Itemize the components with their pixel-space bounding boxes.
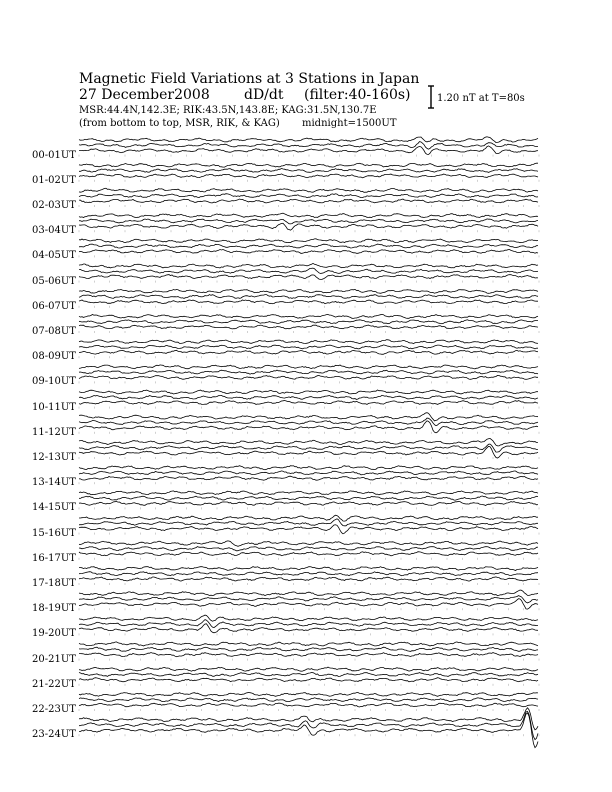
trace-rik (79, 496, 538, 500)
hour-row (79, 567, 539, 585)
trace-msr (79, 223, 538, 230)
hour-row (79, 365, 539, 384)
hour-label: 07-08UT (32, 326, 76, 338)
trace-kag (79, 137, 538, 143)
trace-kag (79, 438, 538, 446)
trace-kag (79, 491, 538, 495)
trace-kag (79, 667, 538, 671)
hour-row (79, 642, 539, 661)
trace-kag (79, 413, 538, 421)
trace-rik (79, 295, 538, 299)
trace-rik (79, 370, 538, 374)
trace-rik (79, 471, 538, 475)
hour-label: 23-24UT (32, 729, 76, 741)
trace-rik (79, 142, 538, 150)
trace-kag (79, 642, 538, 646)
hour-label: 04-05UT (32, 250, 76, 262)
trace-rik (79, 418, 538, 426)
trace-msr (79, 199, 538, 203)
hour-row (79, 491, 539, 510)
trace-rik (79, 519, 538, 526)
hour-row (79, 188, 539, 207)
chart-date: 27 December2008 (79, 87, 210, 103)
hour-row (79, 163, 539, 182)
hour-label: 14-15UT (32, 502, 76, 514)
trace-rik (79, 647, 538, 651)
hour-label: 22-23UT (32, 704, 76, 716)
hour-label: 08-09UT (32, 351, 76, 363)
trace-msr (79, 174, 538, 178)
hour-row (79, 340, 539, 359)
hour-row (79, 390, 539, 409)
trace-msr (79, 250, 538, 254)
hour-label: 05-06UT (32, 275, 76, 287)
trace-kag (79, 567, 538, 571)
trace-msr (79, 146, 538, 155)
hour-row (79, 615, 539, 635)
hour-label: 16-17UT (32, 552, 76, 564)
trace-rik (79, 620, 538, 628)
trace-msr (79, 501, 538, 505)
trace-rik (79, 219, 538, 224)
trace-msr (79, 350, 538, 354)
trace-kag (79, 263, 538, 268)
trace-msr (79, 703, 538, 707)
hour-label: 03-04UT (32, 225, 76, 237)
hour-label: 11-12UT (32, 426, 76, 438)
trace-kag (79, 289, 538, 293)
hour-row (79, 667, 539, 686)
trace-msr (79, 401, 538, 405)
trace-rik (79, 268, 538, 273)
trace-rik (79, 320, 538, 324)
hour-row (79, 693, 539, 712)
midnight-note: midnight=1500UT (302, 118, 397, 129)
trace-msr (79, 476, 538, 480)
hour-row (79, 466, 539, 485)
hour-label: 17-18UT (32, 578, 76, 590)
hour-row (79, 590, 539, 610)
hour-label: 00-01UT (32, 149, 76, 161)
hour-label: 01-02UT (32, 174, 76, 186)
trace-kag (79, 708, 538, 730)
hour-row (79, 137, 539, 157)
hour-row (79, 315, 539, 334)
hour-row (79, 541, 539, 560)
trace-msr (79, 678, 538, 682)
hour-row (79, 239, 539, 258)
station-coordinates: MSR:44.4N,142.3E; RIK:43.5N,143.8E; KAG:31.5N,130.7E (79, 105, 377, 116)
trace-msr (79, 275, 538, 280)
hour-label: 06-07UT (32, 300, 76, 312)
trace-rik (79, 395, 538, 399)
chart-title: Magnetic Field Variations at 3 Stations in Japan (79, 71, 420, 87)
hour-row (79, 289, 539, 307)
trace-rik (79, 712, 538, 740)
hour-label: 13-14UT (32, 477, 76, 489)
trace-msr (79, 525, 538, 534)
trace-msr (79, 653, 538, 657)
chart-filter: (filter:40-160s) (304, 87, 411, 103)
trace-rik (79, 194, 538, 198)
trace-rik (79, 244, 538, 248)
hour-row (79, 515, 539, 534)
trace-msr (79, 577, 538, 581)
trace-kag (79, 541, 538, 546)
trace-rik (79, 444, 538, 452)
trace-kag (79, 515, 538, 521)
trace-kag (79, 466, 538, 470)
trace-msr (79, 300, 538, 304)
trace-msr (79, 325, 538, 329)
trace-rik (79, 596, 538, 603)
hour-label: 18-19UT (32, 603, 76, 615)
trace-rik (79, 547, 538, 551)
trace-msr (79, 375, 538, 379)
trace-kag (79, 213, 538, 217)
trace-kag (79, 340, 538, 344)
hour-row (79, 708, 539, 748)
hour-row (79, 438, 539, 459)
trace-rik (79, 673, 538, 677)
trace-msr (79, 713, 538, 748)
trace-rik (79, 572, 538, 576)
hour-label: 12-13UT (32, 452, 76, 464)
hour-row (79, 263, 539, 282)
trace-kag (79, 693, 538, 697)
hour-label: 15-16UT (32, 527, 76, 539)
hour-label: 21-22UT (32, 678, 76, 690)
trace-kag (79, 188, 538, 192)
trace-kag (79, 615, 538, 621)
hour-label: 20-21UT (32, 653, 76, 665)
trace-kag (79, 365, 538, 369)
trace-rik (79, 698, 538, 702)
hour-label: 02-03UT (32, 200, 76, 212)
hour-row (79, 213, 539, 232)
chart-quantity: dD/dt (244, 87, 284, 103)
trace-kag (79, 239, 538, 243)
station-order-note: (from bottom to top, MSR, RIK, & KAG) (79, 118, 280, 129)
hour-label: 10-11UT (32, 401, 76, 413)
trace-kag (79, 590, 538, 596)
trace-kag (79, 390, 538, 394)
hour-row (79, 413, 539, 434)
trace-rik (79, 345, 538, 349)
trace-rik (79, 168, 538, 172)
hour-label: 09-10UT (32, 376, 76, 388)
scale-bar-label: 1.20 nT at T=80s (437, 93, 525, 104)
trace-kag (79, 315, 538, 319)
trace-kag (79, 163, 538, 167)
trace-msr (79, 552, 538, 556)
hour-label: 19-20UT (32, 628, 76, 640)
